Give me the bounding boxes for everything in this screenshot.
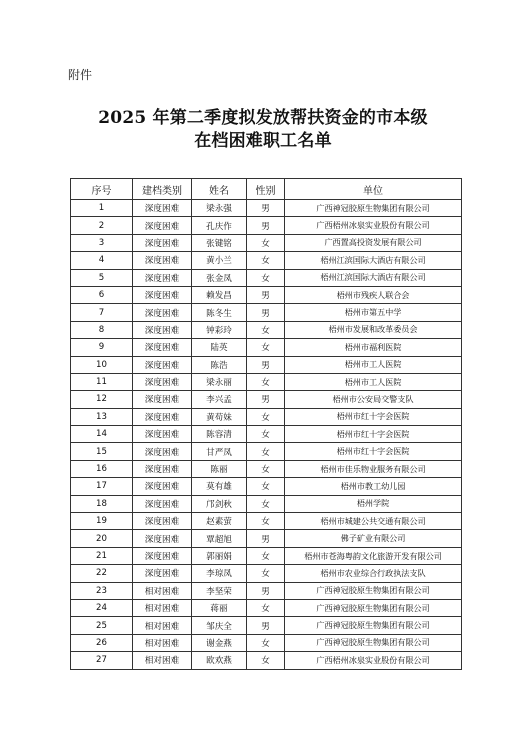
document-title-line-1: 2025 年第二季度拟发放帮扶资金的市本级 [98, 108, 428, 128]
cell-gender: 男 [247, 304, 285, 321]
table-row [71, 495, 462, 512]
cell-file-category: 深度困难 [133, 460, 192, 477]
cell-gender: 女 [247, 373, 285, 390]
cell-gender: 女 [247, 408, 285, 425]
cell-work-unit: 广西置高投资发展有限公司 [285, 234, 462, 251]
cell-work-unit: 广西神冠胶原生物集团有限公司 [285, 617, 462, 634]
cell-serial-number: 9 [71, 339, 133, 356]
cell-file-category: 深度困难 [133, 217, 192, 234]
header-serial-number: 序号 [71, 179, 133, 200]
table-row [71, 304, 462, 321]
cell-file-category: 相对困难 [133, 599, 192, 616]
cell-file-category: 相对困难 [133, 582, 192, 599]
cell-serial-number: 16 [71, 460, 133, 477]
cell-serial-number: 5 [71, 269, 133, 286]
cell-file-category: 深度困难 [133, 495, 192, 512]
cell-work-unit: 梧州市城建公共交通有限公司 [285, 513, 462, 530]
table-row [71, 217, 462, 234]
cell-work-unit: 广西神冠胶原生物集团有限公司 [285, 599, 462, 616]
cell-work-unit: 梧州市公安局交警支队 [285, 391, 462, 408]
cell-name: 梁永丽 [192, 373, 247, 390]
cell-file-category: 相对困难 [133, 634, 192, 651]
cell-work-unit: 梧州江滨国际大酒店有限公司 [285, 269, 462, 286]
cell-gender: 女 [247, 443, 285, 460]
cell-work-unit: 梧州市工人医院 [285, 373, 462, 390]
header-gender: 性别 [247, 179, 285, 200]
cell-name: 陈容清 [192, 426, 247, 443]
cell-name: 邹庆全 [192, 617, 247, 634]
cell-file-category: 深度困难 [133, 304, 192, 321]
table-row [71, 443, 462, 460]
header-work-unit: 单位 [285, 179, 462, 200]
cell-file-category: 深度困难 [133, 547, 192, 564]
cell-gender: 男 [247, 530, 285, 547]
table-row [71, 530, 462, 547]
cell-file-category: 深度困难 [133, 252, 192, 269]
cell-serial-number: 4 [71, 252, 133, 269]
cell-gender: 女 [247, 634, 285, 651]
cell-serial-number: 7 [71, 304, 133, 321]
table-row [71, 286, 462, 303]
cell-gender: 女 [247, 513, 285, 530]
cell-gender: 女 [247, 321, 285, 338]
cell-gender: 男 [247, 582, 285, 599]
cell-serial-number: 8 [71, 321, 133, 338]
cell-work-unit: 佛子矿业有限公司 [285, 530, 462, 547]
table-row [71, 565, 462, 582]
cell-gender: 女 [247, 460, 285, 477]
cell-work-unit: 梧州市工人医院 [285, 356, 462, 373]
cell-file-category: 深度困难 [133, 565, 192, 582]
table-row [71, 547, 462, 564]
cell-gender: 男 [247, 391, 285, 408]
cell-serial-number: 22 [71, 565, 133, 582]
cell-serial-number: 23 [71, 582, 133, 599]
cell-gender: 男 [247, 617, 285, 634]
table-row [71, 321, 462, 338]
table-row [71, 582, 462, 599]
document-title-line-2: 在档困难职工名单 [194, 131, 332, 151]
cell-file-category: 深度困难 [133, 234, 192, 251]
cell-file-category: 深度困难 [133, 443, 192, 460]
cell-file-category: 深度困难 [133, 373, 192, 390]
cell-file-category: 深度困难 [133, 391, 192, 408]
cell-serial-number: 15 [71, 443, 133, 460]
cell-serial-number: 26 [71, 634, 133, 651]
cell-file-category: 深度困难 [133, 321, 192, 338]
table-header-row [71, 179, 462, 200]
cell-name: 陈丽 [192, 460, 247, 477]
cell-file-category: 相对困难 [133, 652, 192, 669]
table-row [71, 339, 462, 356]
cell-work-unit: 梧州市红十字会医院 [285, 426, 462, 443]
table-row [71, 269, 462, 286]
cell-serial-number: 13 [71, 408, 133, 425]
cell-gender: 男 [247, 356, 285, 373]
table-row [71, 252, 462, 269]
cell-serial-number: 6 [71, 286, 133, 303]
staff-list-table [70, 178, 462, 670]
cell-work-unit: 广西梧州冰泉实业股份有限公司 [285, 217, 462, 234]
cell-gender: 男 [247, 286, 285, 303]
cell-name: 李兴孟 [192, 391, 247, 408]
cell-file-category: 深度困难 [133, 356, 192, 373]
cell-serial-number: 17 [71, 478, 133, 495]
table-body [71, 200, 462, 670]
cell-name: 欧欢燕 [192, 652, 247, 669]
cell-file-category: 深度困难 [133, 530, 192, 547]
cell-work-unit: 广西神冠胶原生物集团有限公司 [285, 200, 462, 217]
table-row [71, 478, 462, 495]
cell-work-unit: 梧州市教工幼儿园 [285, 478, 462, 495]
cell-name: 谢金燕 [192, 634, 247, 651]
table-row [71, 513, 462, 530]
cell-gender: 女 [247, 599, 285, 616]
attachment-label: 附件 [68, 68, 93, 82]
cell-file-category: 深度困难 [133, 513, 192, 530]
cell-file-category: 深度困难 [133, 286, 192, 303]
cell-file-category: 深度困难 [133, 478, 192, 495]
cell-name: 邝剑秋 [192, 495, 247, 512]
cell-gender: 女 [247, 426, 285, 443]
cell-name: 赵素萤 [192, 513, 247, 530]
header-file-category: 建档类别 [133, 179, 192, 200]
cell-name: 陈浩 [192, 356, 247, 373]
cell-gender: 女 [247, 252, 285, 269]
cell-file-category: 深度困难 [133, 339, 192, 356]
cell-serial-number: 20 [71, 530, 133, 547]
cell-work-unit: 广西神冠胶原生物集团有限公司 [285, 582, 462, 599]
cell-serial-number: 21 [71, 547, 133, 564]
cell-gender: 男 [247, 200, 285, 217]
cell-file-category: 深度困难 [133, 200, 192, 217]
cell-gender: 女 [247, 652, 285, 669]
cell-file-category: 相对困难 [133, 617, 192, 634]
cell-name: 孔庆作 [192, 217, 247, 234]
cell-work-unit: 梧州市发展和改革委员会 [285, 321, 462, 338]
cell-gender: 女 [247, 565, 285, 582]
cell-gender: 女 [247, 478, 285, 495]
cell-gender: 女 [247, 339, 285, 356]
cell-name: 李坚荣 [192, 582, 247, 599]
cell-work-unit: 梧州市佳乐物业服务有限公司 [285, 460, 462, 477]
table-row [71, 391, 462, 408]
cell-serial-number: 14 [71, 426, 133, 443]
cell-work-unit: 广西神冠胶原生物集团有限公司 [285, 634, 462, 651]
cell-serial-number: 11 [71, 373, 133, 390]
table-row [71, 234, 462, 251]
cell-file-category: 深度困难 [133, 426, 192, 443]
cell-gender: 男 [247, 217, 285, 234]
cell-name: 李琼凤 [192, 565, 247, 582]
cell-name: 莫有雄 [192, 478, 247, 495]
table-row [71, 373, 462, 390]
cell-name: 蒋丽 [192, 599, 247, 616]
cell-work-unit: 梧州市红十字会医院 [285, 443, 462, 460]
cell-work-unit: 梧州江滨国际大酒店有限公司 [285, 252, 462, 269]
cell-serial-number: 25 [71, 617, 133, 634]
cell-name: 甘严凤 [192, 443, 247, 460]
cell-name: 郭丽娟 [192, 547, 247, 564]
cell-file-category: 深度困难 [133, 408, 192, 425]
cell-serial-number: 24 [71, 599, 133, 616]
table-row [71, 617, 462, 634]
cell-serial-number: 12 [71, 391, 133, 408]
cell-name: 梁永强 [192, 200, 247, 217]
header-name: 姓名 [192, 179, 247, 200]
cell-name: 赖发昌 [192, 286, 247, 303]
cell-gender: 女 [247, 547, 285, 564]
table-row [71, 200, 462, 217]
cell-name: 覃超旭 [192, 530, 247, 547]
table-row [71, 599, 462, 616]
cell-serial-number: 3 [71, 234, 133, 251]
cell-name: 黄苟妹 [192, 408, 247, 425]
cell-work-unit: 梧州市第五中学 [285, 304, 462, 321]
cell-name: 黄小兰 [192, 252, 247, 269]
table-row [71, 652, 462, 669]
cell-gender: 女 [247, 495, 285, 512]
cell-work-unit: 广西梧州冰泉实业股份有限公司 [285, 652, 462, 669]
cell-serial-number: 27 [71, 652, 133, 669]
table-row [71, 356, 462, 373]
table-row [71, 460, 462, 477]
table-row [71, 426, 462, 443]
cell-name: 陆英 [192, 339, 247, 356]
cell-gender: 女 [247, 269, 285, 286]
cell-serial-number: 1 [71, 200, 133, 217]
cell-work-unit: 梧州市红十字会医院 [285, 408, 462, 425]
cell-work-unit: 梧州市残疾人联合会 [285, 286, 462, 303]
cell-name: 张金凤 [192, 269, 247, 286]
cell-serial-number: 10 [71, 356, 133, 373]
cell-serial-number: 19 [71, 513, 133, 530]
table-row [71, 634, 462, 651]
cell-name: 张键铭 [192, 234, 247, 251]
cell-work-unit: 梧州市农业综合行政执法支队 [285, 565, 462, 582]
cell-work-unit: 梧州市苍海粤韵文化旅游开发有限公司 [285, 547, 462, 564]
cell-name: 钟彩玲 [192, 321, 247, 338]
cell-serial-number: 18 [71, 495, 133, 512]
cell-work-unit: 梧州市福利医院 [285, 339, 462, 356]
cell-serial-number: 2 [71, 217, 133, 234]
table-row [71, 408, 462, 425]
cell-work-unit: 梧州学院 [285, 495, 462, 512]
cell-file-category: 深度困难 [133, 269, 192, 286]
cell-name: 陈冬生 [192, 304, 247, 321]
cell-gender: 女 [247, 234, 285, 251]
